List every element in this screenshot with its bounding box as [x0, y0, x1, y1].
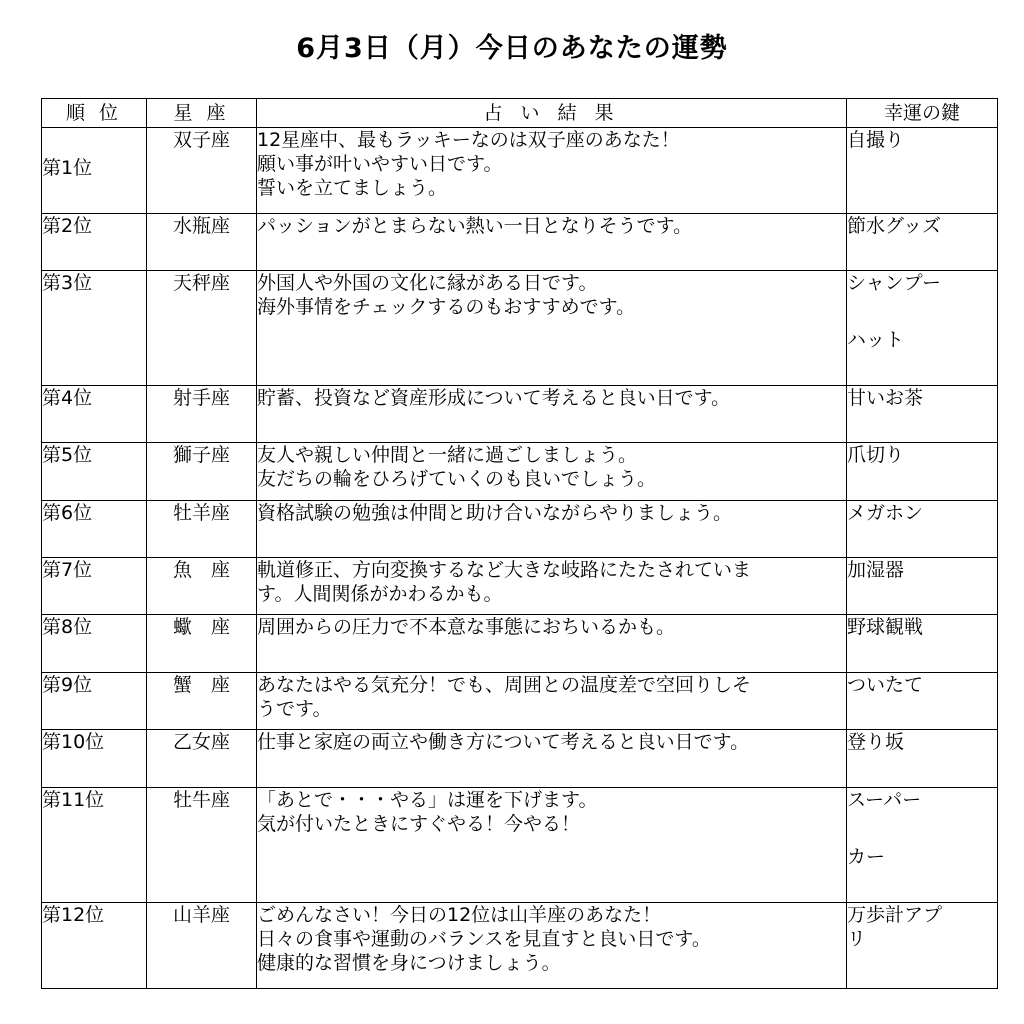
lucky-item: 爪切り	[847, 444, 905, 466]
lucky-item: 万歩計アプ	[847, 904, 943, 926]
lucky-item: シャンプー	[847, 272, 942, 294]
header-result: 占 い 結 果	[257, 99, 847, 128]
header-row	[42, 99, 998, 128]
result-cell	[257, 903, 847, 989]
result-line: 外国人や外国の文化に縁がある日です。	[257, 272, 598, 294]
sign-cell: 天秤座	[147, 271, 257, 386]
lucky-item: スーパー	[847, 789, 922, 811]
lucky-item: メガホン	[847, 502, 924, 524]
result-line: 軌道修正、方向変換するなど大きな岐路にたたされていま	[257, 559, 752, 581]
sign-cell: 牡羊座	[147, 501, 257, 558]
table-row	[42, 271, 998, 386]
result-cell	[257, 214, 847, 271]
result-cell	[257, 673, 847, 730]
table-row	[42, 501, 998, 558]
result-line: 願い事が叶いやすい日です。	[257, 153, 503, 175]
lucky-cell	[847, 271, 998, 386]
lucky-cell	[847, 730, 998, 788]
result-line: 友だちの輪をひろげていくのも良いでしょう。	[257, 468, 657, 490]
lucky-item: 野球観戦	[847, 616, 924, 638]
rank-cell: 第4位	[42, 386, 147, 443]
rank-cell: 第11位	[42, 788, 147, 903]
result-line: うです。	[257, 698, 332, 720]
rank-cell: 第7位	[42, 558, 147, 615]
lucky-item: 加湿器	[847, 559, 905, 581]
sign-cell: 乙女座	[147, 730, 257, 788]
lucky-cell	[847, 128, 998, 214]
table-row	[42, 903, 998, 989]
result-line: 健康的な習慣を身につけましょう。	[257, 952, 561, 974]
result-line: ごめんなさい！今日の12位は山羊座のあなた！	[257, 904, 662, 926]
lucky-item: 登り坂	[847, 731, 905, 753]
table-row	[42, 128, 998, 214]
rank-cell: 第8位	[42, 615, 147, 673]
lucky-item: 節水グッズ	[847, 215, 942, 237]
result-line: 海外事情をチェックするのもおすすめです。	[257, 296, 636, 318]
lucky-item: 甘いお茶	[847, 387, 924, 409]
result-cell	[257, 271, 847, 386]
page-title: 6月3日（月）今日のあなたの運勢	[296, 33, 728, 64]
rank-cell: 第1位	[42, 128, 147, 214]
result-cell	[257, 730, 847, 788]
sign-cell: 双子座	[147, 128, 257, 214]
lucky-cell	[847, 501, 998, 558]
lucky-cell	[847, 386, 998, 443]
result-cell	[257, 788, 847, 903]
result-line: 気が付いたときにすぐやる！今やる！	[257, 813, 581, 835]
lucky-cell	[847, 788, 998, 903]
sign-cell: 牡牛座	[147, 788, 257, 903]
table-row	[42, 615, 998, 673]
table-row	[42, 214, 998, 271]
sign-cell: 蠍 座	[147, 615, 257, 673]
result-line: 友人や親しい仲間と一緒に過ごしましょう。	[257, 444, 638, 466]
lucky-cell	[847, 673, 998, 730]
table-row	[42, 673, 998, 730]
lucky-item: リ	[847, 928, 867, 950]
fortune-table	[41, 98, 998, 989]
header-rank: 順 位	[42, 99, 147, 128]
table-row	[42, 788, 998, 903]
result-cell	[257, 386, 847, 443]
table-row	[42, 443, 998, 501]
lucky-item: カー	[847, 846, 886, 868]
lucky-cell	[847, 214, 998, 271]
header-lucky: 幸運の鍵	[847, 99, 998, 128]
lucky-cell	[847, 903, 998, 989]
lucky-item: ハット	[847, 329, 905, 351]
lucky-cell	[847, 615, 998, 673]
rank-cell: 第6位	[42, 501, 147, 558]
table-row	[42, 558, 998, 615]
rank-cell: 第9位	[42, 673, 147, 730]
result-line: 貯蓄、投資など資産形成について考えると良い日です。	[257, 387, 731, 409]
result-line: 資格試験の勉強は仲間と助け合いながらやりましょう。	[257, 502, 733, 524]
result-line: 周囲からの圧力で不本意な事態におちいるかも。	[257, 616, 676, 638]
result-cell	[257, 501, 847, 558]
result-line: 「あとで・・・やる」は運を下げます。	[257, 789, 598, 811]
sign-cell: 獅子座	[147, 443, 257, 501]
rank-cell: 第10位	[42, 730, 147, 788]
sign-cell: 水瓶座	[147, 214, 257, 271]
table-row	[42, 730, 998, 788]
lucky-cell	[847, 558, 998, 615]
rank-cell: 第5位	[42, 443, 147, 501]
sign-cell: 蟹 座	[147, 673, 257, 730]
rank-cell: 第3位	[42, 271, 147, 386]
result-cell	[257, 443, 847, 501]
result-line: あなたはやる気充分！でも、周囲との温度差で空回りしそ	[257, 674, 752, 696]
result-cell	[257, 615, 847, 673]
result-line: す。人間関係がかわるかも。	[257, 583, 503, 605]
result-line: 日々の食事や運動のバランスを見直すと良い日です。	[257, 928, 711, 950]
header-sign: 星 座	[147, 99, 257, 128]
result-line: パッションがとまらない熱い一日となりそうです。	[257, 215, 693, 237]
result-line: 仕事と家庭の両立や働き方について考えると良い日です。	[257, 731, 750, 753]
sign-cell: 射手座	[147, 386, 257, 443]
result-cell	[257, 128, 847, 214]
result-line: 誓いを立てましょう。	[257, 177, 448, 199]
lucky-cell	[847, 443, 998, 501]
lucky-item: ついたて	[847, 674, 924, 696]
rank-cell: 第12位	[42, 903, 147, 989]
sign-cell: 山羊座	[147, 903, 257, 989]
sign-cell: 魚 座	[147, 558, 257, 615]
lucky-item: 自撮り	[847, 129, 905, 151]
result-line: 12星座中、最もラッキーなのは双子座のあなた！	[257, 129, 680, 151]
result-cell	[257, 558, 847, 615]
rank-cell: 第2位	[42, 214, 147, 271]
table-row	[42, 386, 998, 443]
